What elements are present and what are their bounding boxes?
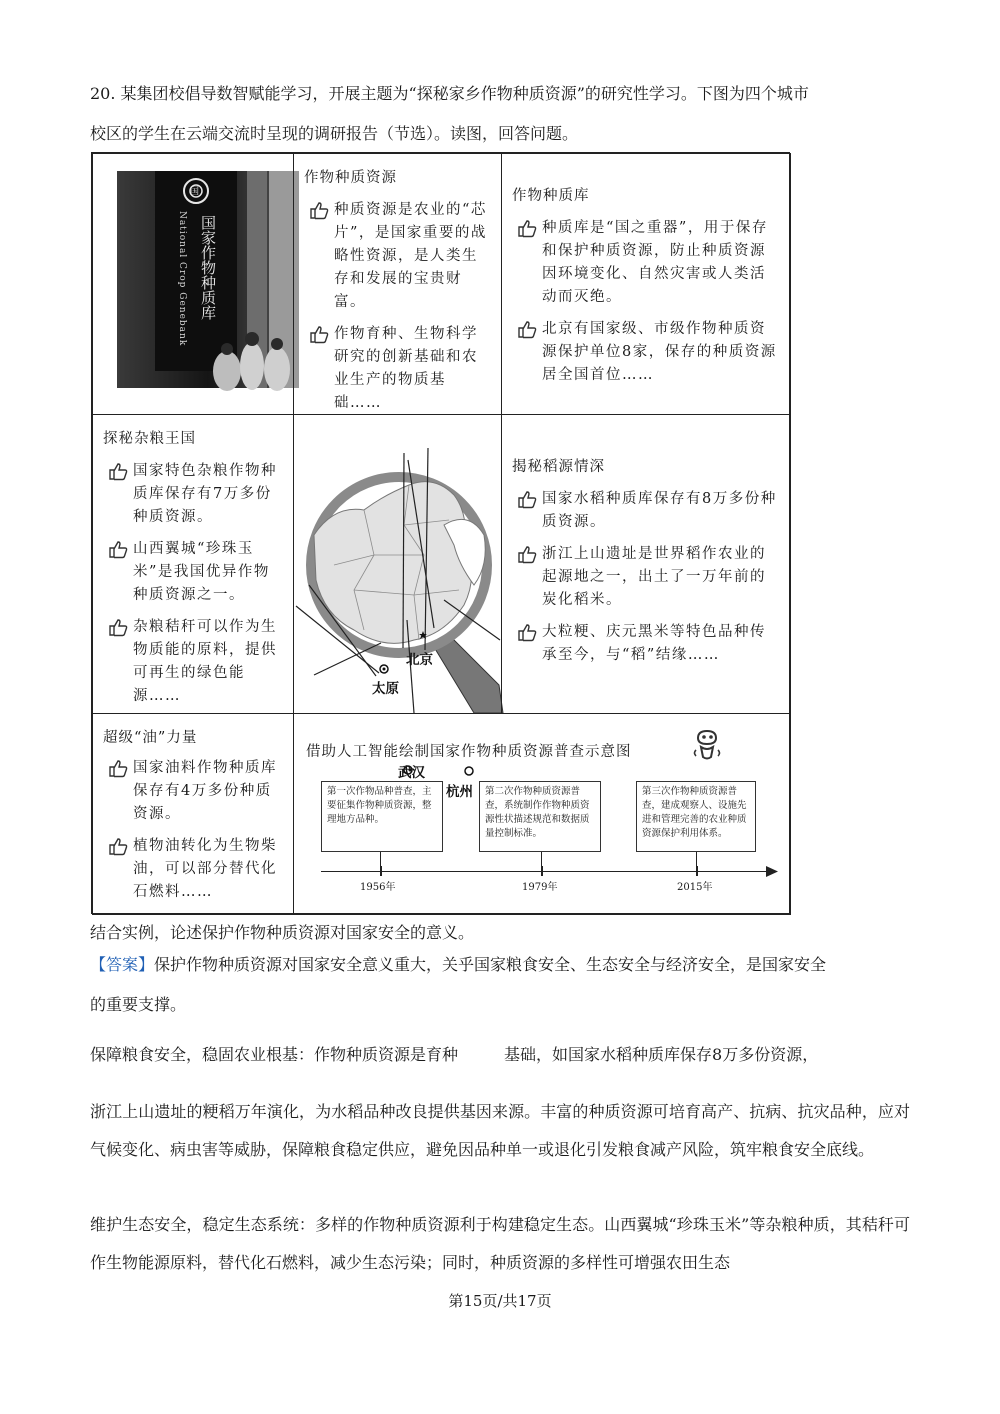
answer-intro-text-a: 保护作物种质资源对国家安全意义重大，关乎国家粮食安全、生态安全与经济安全，是国家安全: [154, 955, 827, 974]
thumbs-up-icon: [103, 835, 133, 857]
timeline-tick: [380, 866, 382, 876]
timeline-axis: [321, 871, 771, 872]
oil-power-cell: [92, 713, 294, 915]
research-report-figure: [91, 152, 790, 914]
oil-bullet-2: [103, 835, 281, 904]
timeline-tick: [696, 866, 698, 876]
arrow-right-icon: [766, 866, 778, 877]
crop-resource-text-1: 种质资源是农业的“芯片”，是国家重要的战略性资源，是人类生存和发展的宝贵财富。: [334, 202, 487, 310]
thumbs-up-icon: [103, 757, 133, 779]
answer-intro-text-b: 的重要支撑。: [90, 995, 187, 1014]
crop-bank-title: 作物种质库: [512, 188, 590, 204]
answer-p2: 浙江上山遗址的粳稻万年演化，为水稻品种改良提供基因来源。丰富的种质资源可培育高产、抗病、抗灾品种，应对气候变化、病虫害等威胁，保障粮食稳定供应，避免因品种单一或退化引发粮食减产风险，筑牢粮食安全底线。: [90, 1102, 910, 1159]
grain-kingdom-cell: [92, 414, 294, 714]
timeline-year-1956: 1956年: [360, 882, 396, 893]
question-prompt: 结合实例，论述保护作物种质资源对国家安全的意义。: [90, 923, 475, 942]
grain-kingdom-title: 探秘杂粮王国: [103, 431, 196, 447]
survey-timeline-cell: [293, 713, 791, 915]
thumbs-up-icon: [304, 199, 334, 221]
timeline-title: 借助人工智能绘制国家作物种质资源普查示意图: [306, 744, 632, 760]
crop-bank-cell: [501, 153, 791, 415]
genebank-sign-chinese: 国家作物种质库: [199, 215, 217, 320]
rice-bullet-1: [512, 488, 778, 534]
timeline-event-1: 第一次作物品种普查，主要征集作物种质资源，整理地方品种。: [321, 781, 443, 852]
page-footer: 第15页/共17页: [448, 1292, 552, 1310]
rice-text-1: 国家水稻种质库保存有8万多份种质资源。: [542, 491, 777, 530]
genebank-emblem: 国: [190, 187, 200, 197]
thumbs-up-icon: [512, 217, 542, 239]
robot-icon: [692, 728, 722, 764]
oil-power-title: 超级“油”力量: [103, 730, 198, 746]
question-line-2: 校区的学生在云端交流时呈现的调研报告（节选）。读图，回答问题。: [90, 124, 579, 143]
crop-bank-bullet-2: [512, 318, 778, 387]
city-label-taiyuan: 太原: [372, 681, 399, 697]
rice-origin-title: 揭秘稻源情深: [512, 459, 605, 475]
answer-p3: 维护生态安全，稳定生态系统：多样的作物种质资源利于构建稳定生态。山西翼城“珍珠玉米”等杂粮种质，其秸秆可作生物能源原料，替代化石燃料，减少生态污染；同时，种质资源的多样性可增强农田生态: [90, 1215, 910, 1272]
rice-text-3: 大粒粳、庆元黑米等特色品种传承至今，与“稻”结缘……: [542, 624, 766, 663]
crop-resource-bullet-1: [304, 199, 489, 314]
rice-bullet-2: [512, 543, 778, 612]
genebank-sign-english: National Crop Genebank: [177, 211, 187, 347]
timeline-event-3: 第三次作物种质资源普查，建成观察人、设施先进和管理完善的农业种质资源保护利用体系。: [636, 781, 756, 852]
rice-text-2: 浙江上山遗址是世界稻作农业的起源地之一，出土了一万年前的炭化稻米。: [542, 546, 766, 608]
timeline-tick: [541, 866, 543, 876]
oil-text-1: 国家油料作物种质库保存有4万多份种质资源。: [133, 760, 277, 822]
rice-origin-cell: [501, 414, 791, 714]
thumbs-up-icon: [103, 616, 133, 638]
thumbs-up-icon: [304, 323, 334, 345]
thumbs-up-icon: [103, 538, 133, 560]
thumbs-up-icon: [103, 460, 133, 482]
crop-resource-bullet-2: [304, 323, 489, 415]
answer-intro: [90, 950, 910, 980]
thumbs-up-icon: [512, 543, 542, 565]
thumbs-up-icon: [512, 488, 542, 510]
timeline-year-1979: 1979年: [522, 882, 558, 893]
thumbs-up-icon: [512, 318, 542, 340]
rice-bullet-3: [512, 621, 778, 667]
crop-resource-title: 作物种质资源: [304, 170, 397, 186]
genebank-photo-cell: [92, 153, 294, 415]
crop-resource-cell: [293, 153, 502, 415]
answer-tag: 【答案】: [90, 955, 155, 974]
timeline-event-2: 第二次作物种质资源普查，系统制作作物种质资源性状描述规范和数据质量控制标准。: [479, 781, 601, 852]
answer-p1: [90, 1040, 910, 1070]
answer-p1-text-b: 基础，如国家水稻种质库保存8万多份资源，: [504, 1045, 819, 1064]
grain-bullet-3: [103, 616, 281, 708]
grain-bullet-1: [103, 460, 281, 529]
city-label-hangzhou: 杭州: [446, 784, 473, 800]
grain-bullet-2: [103, 538, 281, 607]
oil-bullet-1: [103, 757, 281, 826]
city-label-wuhan: 武汉: [398, 765, 425, 781]
genebank-photo: [117, 171, 299, 388]
oil-text-2: 植物油转化为生物柴油，可以部分替代化石燃料……: [133, 838, 277, 900]
question-line-1: 20. 某集团校倡导数智赋能学习，开展主题为“探秘家乡作物种质资源”的研究性学习。下图为四个城市: [90, 84, 809, 103]
crop-bank-text-2: 北京有国家级、市级作物种质资源保护单位8家，保存的种质资源居全国首位……: [542, 321, 777, 383]
thumbs-up-icon: [512, 621, 542, 643]
grain-text-2: 山西翼城“珍珠玉米”是我国优异作物种质资源之一。: [133, 541, 270, 603]
grain-text-3: 杂粮秸秆可以作为生物质能的原料，提供可再生的绿色能源……: [133, 619, 277, 704]
crop-resource-text-2: 作物育种、生物科学研究的创新基础和农业生产的物质基础……: [334, 326, 478, 411]
timeline-year-2015: 2015年: [677, 882, 713, 893]
city-label-beijing: 北京: [406, 652, 433, 668]
magnifier-map: [294, 415, 503, 713]
crop-bank-bullet-1: [512, 217, 778, 309]
grain-text-1: 国家特色杂粮作物种质库保存有7万多份种质资源。: [133, 463, 277, 525]
answer-p1-text-a: 保障粮食安全，稳固农业根基：作物种质资源是育种: [90, 1045, 459, 1064]
crop-bank-text-1: 种质库是“国之重器”，用于保存和保护种质资源，防止种质资源因环境变化、自然灾害或人类活动而灭绝。: [542, 220, 768, 305]
